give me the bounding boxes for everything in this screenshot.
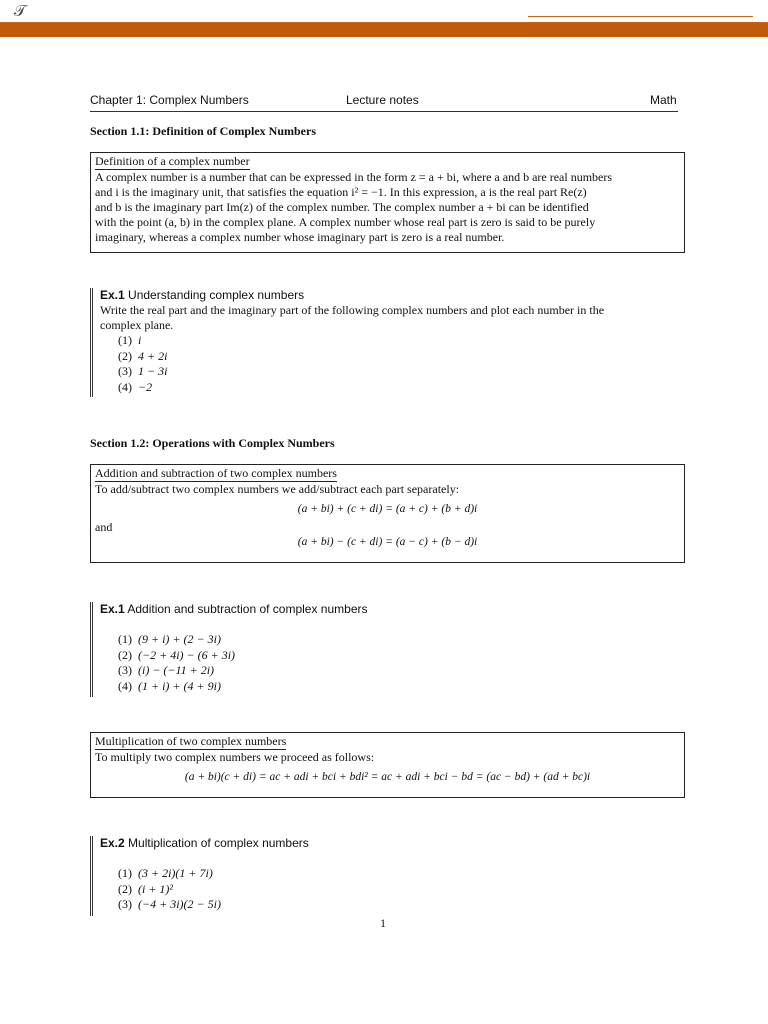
subtraction-equation: (a + bi) − (c + di) = (a − c) + (b − d)i xyxy=(297,536,478,548)
multiplication-box xyxy=(90,732,685,798)
addition-box xyxy=(90,464,685,563)
list-item: (2) (i + 1)² xyxy=(118,881,174,896)
definition-line-1: A complex number is a number that can be expressed in the form z = a + bi, where a and b are real numbers xyxy=(95,170,613,184)
header-rule xyxy=(90,111,678,112)
list-item: (3) (i) − (−11 + 2i) xyxy=(118,663,215,677)
addition-text: To add/subtract two complex numbers we add/subtract each part separately: xyxy=(95,482,460,496)
list-item: (3) (−4 + 3i)(2 − 5i) xyxy=(118,897,221,911)
top-bar xyxy=(0,0,768,23)
header-chapter: Chapter 1: Complex Numbers xyxy=(90,93,249,107)
section-1-1-title: Section 1.1: Definition of Complex Numbers xyxy=(90,124,316,138)
section-1-2-title: Section 1.2: Operations with Complex Numbers xyxy=(90,436,335,450)
definition-line-2: and i is the imaginary unit, that satisfies the equation i² = −1. In this expression, a is the real part Re(z) xyxy=(95,185,587,199)
multiplication-equation: (a + bi)(c + di) = ac + adi + bci + bdi² = ac + adi + bci − bd = (ac − bd) + (ad + bc)i xyxy=(184,771,591,783)
list-item: (1) i xyxy=(118,333,142,347)
list-item: (1) (3 + 2i)(1 + 7i) xyxy=(118,866,213,880)
list-item: (1) (9 + i) + (2 − 3i) xyxy=(118,632,221,646)
definition-line-4: with the point (a, b) in the complex plane. A complex number whose real part is zero is said to be purely xyxy=(95,215,596,229)
header-subject: Math xyxy=(650,93,677,107)
exercise-label: Ex.2 xyxy=(100,836,125,850)
list-item: (2) 4 + 2i xyxy=(118,348,168,363)
exercise-title: Understanding complex numbers xyxy=(128,288,305,302)
exercise-2-multiplication xyxy=(90,836,700,916)
exercise-title: Addition and subtraction of complex numbers xyxy=(127,602,368,616)
list-item: (3) 1 − 3i xyxy=(118,364,168,378)
multiplication-box-title: Multiplication of two complex numbers xyxy=(95,734,287,748)
exercise-title: Multiplication of complex numbers xyxy=(128,836,309,850)
multiplication-text: To multiply two complex numbers we proceed as follows: xyxy=(95,750,375,764)
and-text: and xyxy=(95,520,113,534)
addition-box-title: Addition and subtraction of two complex numbers xyxy=(95,466,337,480)
logo-icon: 𝒯 xyxy=(14,1,27,20)
exercise-text-2: complex plane. xyxy=(100,318,174,332)
header-center: Lecture notes xyxy=(346,93,419,107)
addition-equation: (a + bi) + (c + di) = (a + c) + (b + d)i xyxy=(297,503,478,515)
page-number: 1 xyxy=(380,916,386,930)
definition-line-5: imaginary, whereas a complex number whose imaginary part is zero is a real number. xyxy=(95,230,505,244)
list-item: (4) (1 + i) + (4 + 9i) xyxy=(118,678,221,693)
exercise-label: Ex.1 xyxy=(100,602,125,616)
list-item: (2) (−2 + 4i) − (6 + 3i) xyxy=(118,647,236,662)
definition-box-title: Definition of a complex number xyxy=(95,154,250,168)
definition-box xyxy=(90,152,685,253)
exercise-label: Ex.1 xyxy=(100,288,125,302)
exercise-1-understanding xyxy=(90,288,700,397)
exercise-1-addition xyxy=(90,602,700,697)
orange-band xyxy=(0,23,768,37)
definition-line-3: and b is the imaginary part Im(z) of the complex number. The complex number a + bi can be identified xyxy=(95,200,589,214)
list-item: (4) −2 xyxy=(118,379,153,394)
exercise-text-1: Write the real part and the imaginary part of the following complex numbers and plot each number in the xyxy=(100,303,605,317)
top-rule xyxy=(528,16,753,17)
